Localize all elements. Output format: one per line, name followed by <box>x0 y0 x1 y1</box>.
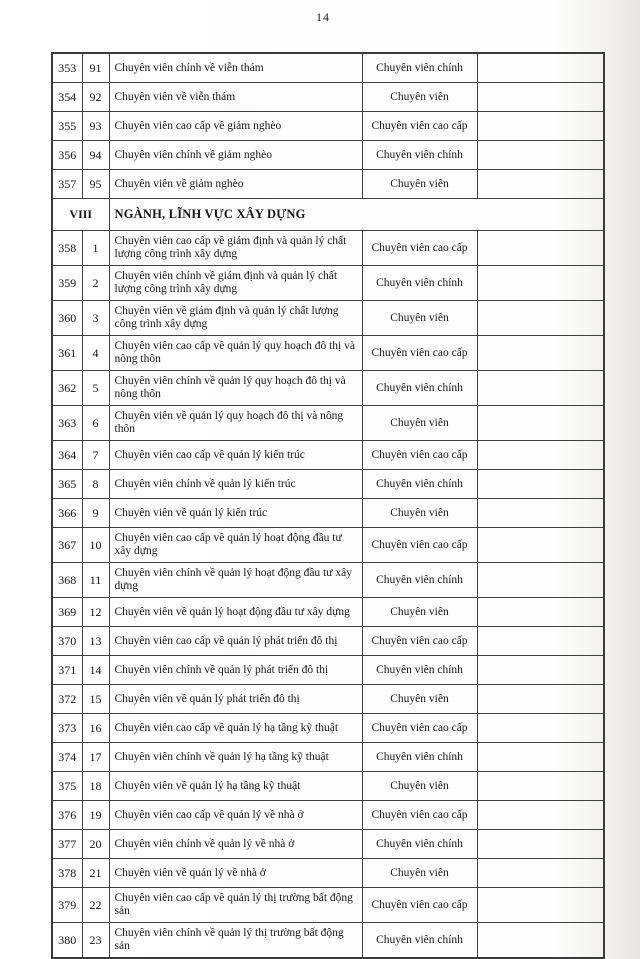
position-title-cell: Chuyên viên về quản lý kiến trúc <box>109 499 362 528</box>
sub-number-cell: 2 <box>82 266 109 301</box>
table-row <box>52 441 604 470</box>
note-cell <box>477 656 604 685</box>
rank-cell: Chuyên viên chính <box>362 830 477 859</box>
row-number-cell: 370 <box>52 627 82 656</box>
note-cell <box>477 112 604 141</box>
table-row <box>52 888 604 923</box>
row-number-cell: 373 <box>52 714 82 743</box>
position-title-cell: Chuyên viên cao cấp về quản lý phát triển đô thị <box>109 627 362 656</box>
table-row <box>52 499 604 528</box>
table-row <box>52 627 604 656</box>
rank-cell: Chuyên viên <box>362 170 477 199</box>
note-cell <box>477 499 604 528</box>
position-title-cell: Chuyên viên chính về quản lý quy hoạch đô thị và nông thôn <box>109 371 362 406</box>
table-row <box>52 685 604 714</box>
note-cell <box>477 743 604 772</box>
rank-cell: Chuyên viên cao cấp <box>362 441 477 470</box>
rank-cell: Chuyên viên cao cấp <box>362 528 477 563</box>
rank-cell: Chuyên viên chính <box>362 743 477 772</box>
position-title-cell: Chuyên viên về quản lý phát triển đô thị <box>109 685 362 714</box>
sub-number-cell: 19 <box>82 801 109 830</box>
position-title-cell: Chuyên viên về quản lý hạ tầng kỹ thuật <box>109 772 362 801</box>
position-title-cell: Chuyên viên chính về viễn thám <box>109 53 362 83</box>
rank-cell: Chuyên viên chính <box>362 371 477 406</box>
row-number-cell: 360 <box>52 301 82 336</box>
sub-number-cell: 3 <box>82 301 109 336</box>
table-row <box>52 598 604 627</box>
note-cell <box>477 598 604 627</box>
sub-number-cell: 11 <box>82 563 109 598</box>
sub-number-cell: 4 <box>82 336 109 371</box>
sub-number-cell: 12 <box>82 598 109 627</box>
position-title-cell: Chuyên viên cao cấp về quản lý hạ tầng kỹ thuật <box>109 714 362 743</box>
table-row <box>52 83 604 112</box>
row-number-cell: 357 <box>52 170 82 199</box>
sub-number-cell: 8 <box>82 470 109 499</box>
sub-number-cell: 21 <box>82 859 109 888</box>
rank-cell: Chuyên viên <box>362 685 477 714</box>
row-number-cell: 379 <box>52 888 82 923</box>
position-title-cell: Chuyên viên chính về quản lý thị trường bất động sản <box>109 923 362 959</box>
table-row <box>52 772 604 801</box>
position-title-cell: Chuyên viên cao cấp về giám định và quản lý chất lượng công trình xây dựng <box>109 231 362 266</box>
rank-cell: Chuyên viên <box>362 406 477 441</box>
sub-number-cell: 22 <box>82 888 109 923</box>
note-cell <box>477 266 604 301</box>
row-number-cell: 366 <box>52 499 82 528</box>
sub-number-cell: 16 <box>82 714 109 743</box>
row-number-cell: 353 <box>52 53 82 83</box>
sub-number-cell: 93 <box>82 112 109 141</box>
table-row <box>52 801 604 830</box>
row-number-cell: 367 <box>52 528 82 563</box>
position-title-cell: Chuyên viên cao cấp về giảm nghèo <box>109 112 362 141</box>
position-title-cell: Chuyên viên về quản lý về nhà ở <box>109 859 362 888</box>
rank-cell: Chuyên viên <box>362 301 477 336</box>
row-number-cell: 364 <box>52 441 82 470</box>
table-row <box>52 923 604 959</box>
position-title-cell: Chuyên viên cao cấp về quản lý kiến trúc <box>109 441 362 470</box>
sub-number-cell: 94 <box>82 141 109 170</box>
note-cell <box>477 714 604 743</box>
note-cell <box>477 141 604 170</box>
position-title-cell: Chuyên viên chính về quản lý về nhà ở <box>109 830 362 859</box>
row-number-cell: 375 <box>52 772 82 801</box>
sub-number-cell: 6 <box>82 406 109 441</box>
position-title-cell: Chuyên viên chính về quản lý hạ tầng kỹ thuật <box>109 743 362 772</box>
table-row <box>52 743 604 772</box>
sub-number-cell: 92 <box>82 83 109 112</box>
note-cell <box>477 801 604 830</box>
sub-number-cell: 95 <box>82 170 109 199</box>
sub-number-cell: 91 <box>82 53 109 83</box>
rank-cell: Chuyên viên <box>362 83 477 112</box>
note-cell <box>477 53 604 83</box>
rank-cell: Chuyên viên cao cấp <box>362 801 477 830</box>
sub-number-cell: 10 <box>82 528 109 563</box>
row-number-cell: 356 <box>52 141 82 170</box>
row-number-cell: 363 <box>52 406 82 441</box>
sub-number-cell: 13 <box>82 627 109 656</box>
position-title-cell: Chuyên viên về viễn thám <box>109 83 362 112</box>
row-number-cell: 374 <box>52 743 82 772</box>
rank-cell: Chuyên viên cao cấp <box>362 231 477 266</box>
sub-number-cell: 14 <box>82 656 109 685</box>
table-row <box>52 563 604 598</box>
rank-cell: Chuyên viên chính <box>362 563 477 598</box>
sub-number-cell: 9 <box>82 499 109 528</box>
table-row <box>52 336 604 371</box>
note-cell <box>477 83 604 112</box>
position-title-cell: Chuyên viên về quản lý hoạt động đầu tư xây dựng <box>109 598 362 627</box>
note-cell <box>477 441 604 470</box>
row-number-cell: 365 <box>52 470 82 499</box>
note-cell <box>477 923 604 959</box>
rank-cell: Chuyên viên chính <box>362 53 477 83</box>
row-number-cell: 361 <box>52 336 82 371</box>
note-cell <box>477 772 604 801</box>
note-cell <box>477 470 604 499</box>
rank-cell: Chuyên viên chính <box>362 141 477 170</box>
table-row <box>52 656 604 685</box>
row-number-cell: 362 <box>52 371 82 406</box>
note-cell <box>477 301 604 336</box>
note-cell <box>477 859 604 888</box>
rank-cell: Chuyên viên <box>362 499 477 528</box>
sub-number-cell: 1 <box>82 231 109 266</box>
table-row <box>52 714 604 743</box>
rank-cell: Chuyên viên <box>362 598 477 627</box>
sub-number-cell: 7 <box>82 441 109 470</box>
position-title-cell: Chuyên viên về quản lý quy hoạch đô thị và nông thôn <box>109 406 362 441</box>
row-number-cell: 378 <box>52 859 82 888</box>
table-row <box>52 371 604 406</box>
section-title: NGÀNH, LĨNH VỰC XÂY DỰNG <box>109 199 604 231</box>
table-row <box>52 859 604 888</box>
note-cell <box>477 563 604 598</box>
note-cell <box>477 528 604 563</box>
table-row <box>52 112 604 141</box>
section-header-row <box>52 199 604 231</box>
row-number-cell: 368 <box>52 563 82 598</box>
rank-cell: Chuyên viên cao cấp <box>362 336 477 371</box>
row-number-cell: 354 <box>52 83 82 112</box>
sub-number-cell: 5 <box>82 371 109 406</box>
note-cell <box>477 371 604 406</box>
position-title-cell: Chuyên viên chính về quản lý hoạt động đầu tư xây dựng <box>109 563 362 598</box>
position-title-cell: Chuyên viên cao cấp về quản lý hoạt động đầu tư xây dựng <box>109 528 362 563</box>
sub-number-cell: 20 <box>82 830 109 859</box>
sub-number-cell: 15 <box>82 685 109 714</box>
rank-cell: Chuyên viên <box>362 772 477 801</box>
position-title-cell: Chuyên viên chính về giám định và quản lý chất lượng công trình xây dựng <box>109 266 362 301</box>
note-cell <box>477 336 604 371</box>
table-row <box>52 53 604 83</box>
row-number-cell: 359 <box>52 266 82 301</box>
rank-cell: Chuyên viên cao cấp <box>362 112 477 141</box>
note-cell <box>477 888 604 923</box>
section-roman-numeral: VIII <box>52 199 109 231</box>
table-row <box>52 470 604 499</box>
position-title-cell: Chuyên viên cao cấp về quản lý quy hoạch đô thị và nông thôn <box>109 336 362 371</box>
table-row <box>52 231 604 266</box>
note-cell <box>477 685 604 714</box>
position-title-cell: Chuyên viên chính về giảm nghèo <box>109 141 362 170</box>
position-title-cell: Chuyên viên về giảm nghèo <box>109 170 362 199</box>
note-cell <box>477 170 604 199</box>
table-row <box>52 141 604 170</box>
table-row <box>52 406 604 441</box>
note-cell <box>477 231 604 266</box>
table-row <box>52 301 604 336</box>
rank-cell: Chuyên viên cao cấp <box>362 888 477 923</box>
table-row <box>52 266 604 301</box>
table-row <box>52 170 604 199</box>
position-title-cell: Chuyên viên chính về quản lý kiến trúc <box>109 470 362 499</box>
rank-cell: Chuyên viên chính <box>362 266 477 301</box>
row-number-cell: 376 <box>52 801 82 830</box>
table-row <box>52 830 604 859</box>
rank-cell: Chuyên viên chính <box>362 923 477 959</box>
row-number-cell: 380 <box>52 923 82 959</box>
rank-cell: Chuyên viên cao cấp <box>362 627 477 656</box>
page-number: 14 <box>316 10 330 24</box>
rank-cell: Chuyên viên <box>362 859 477 888</box>
row-number-cell: 371 <box>52 656 82 685</box>
row-number-cell: 377 <box>52 830 82 859</box>
position-title-cell: Chuyên viên cao cấp về quản lý thị trường bất động sản <box>109 888 362 923</box>
sub-number-cell: 18 <box>82 772 109 801</box>
rank-cell: Chuyên viên chính <box>362 470 477 499</box>
rank-cell: Chuyên viên chính <box>362 656 477 685</box>
table-row <box>52 528 604 563</box>
position-title-cell: Chuyên viên cao cấp về quản lý về nhà ở <box>109 801 362 830</box>
row-number-cell: 369 <box>52 598 82 627</box>
position-title-cell: Chuyên viên về giám định và quản lý chất lượng công trình xây dựng <box>109 301 362 336</box>
note-cell <box>477 627 604 656</box>
rank-cell: Chuyên viên cao cấp <box>362 714 477 743</box>
row-number-cell: 355 <box>52 112 82 141</box>
note-cell <box>477 406 604 441</box>
table-body <box>52 53 604 958</box>
position-title-cell: Chuyên viên chính về quản lý phát triển đô thị <box>109 656 362 685</box>
sub-number-cell: 17 <box>82 743 109 772</box>
sub-number-cell: 23 <box>82 923 109 959</box>
job-positions-table <box>51 52 605 959</box>
note-cell <box>477 830 604 859</box>
row-number-cell: 372 <box>52 685 82 714</box>
row-number-cell: 358 <box>52 231 82 266</box>
